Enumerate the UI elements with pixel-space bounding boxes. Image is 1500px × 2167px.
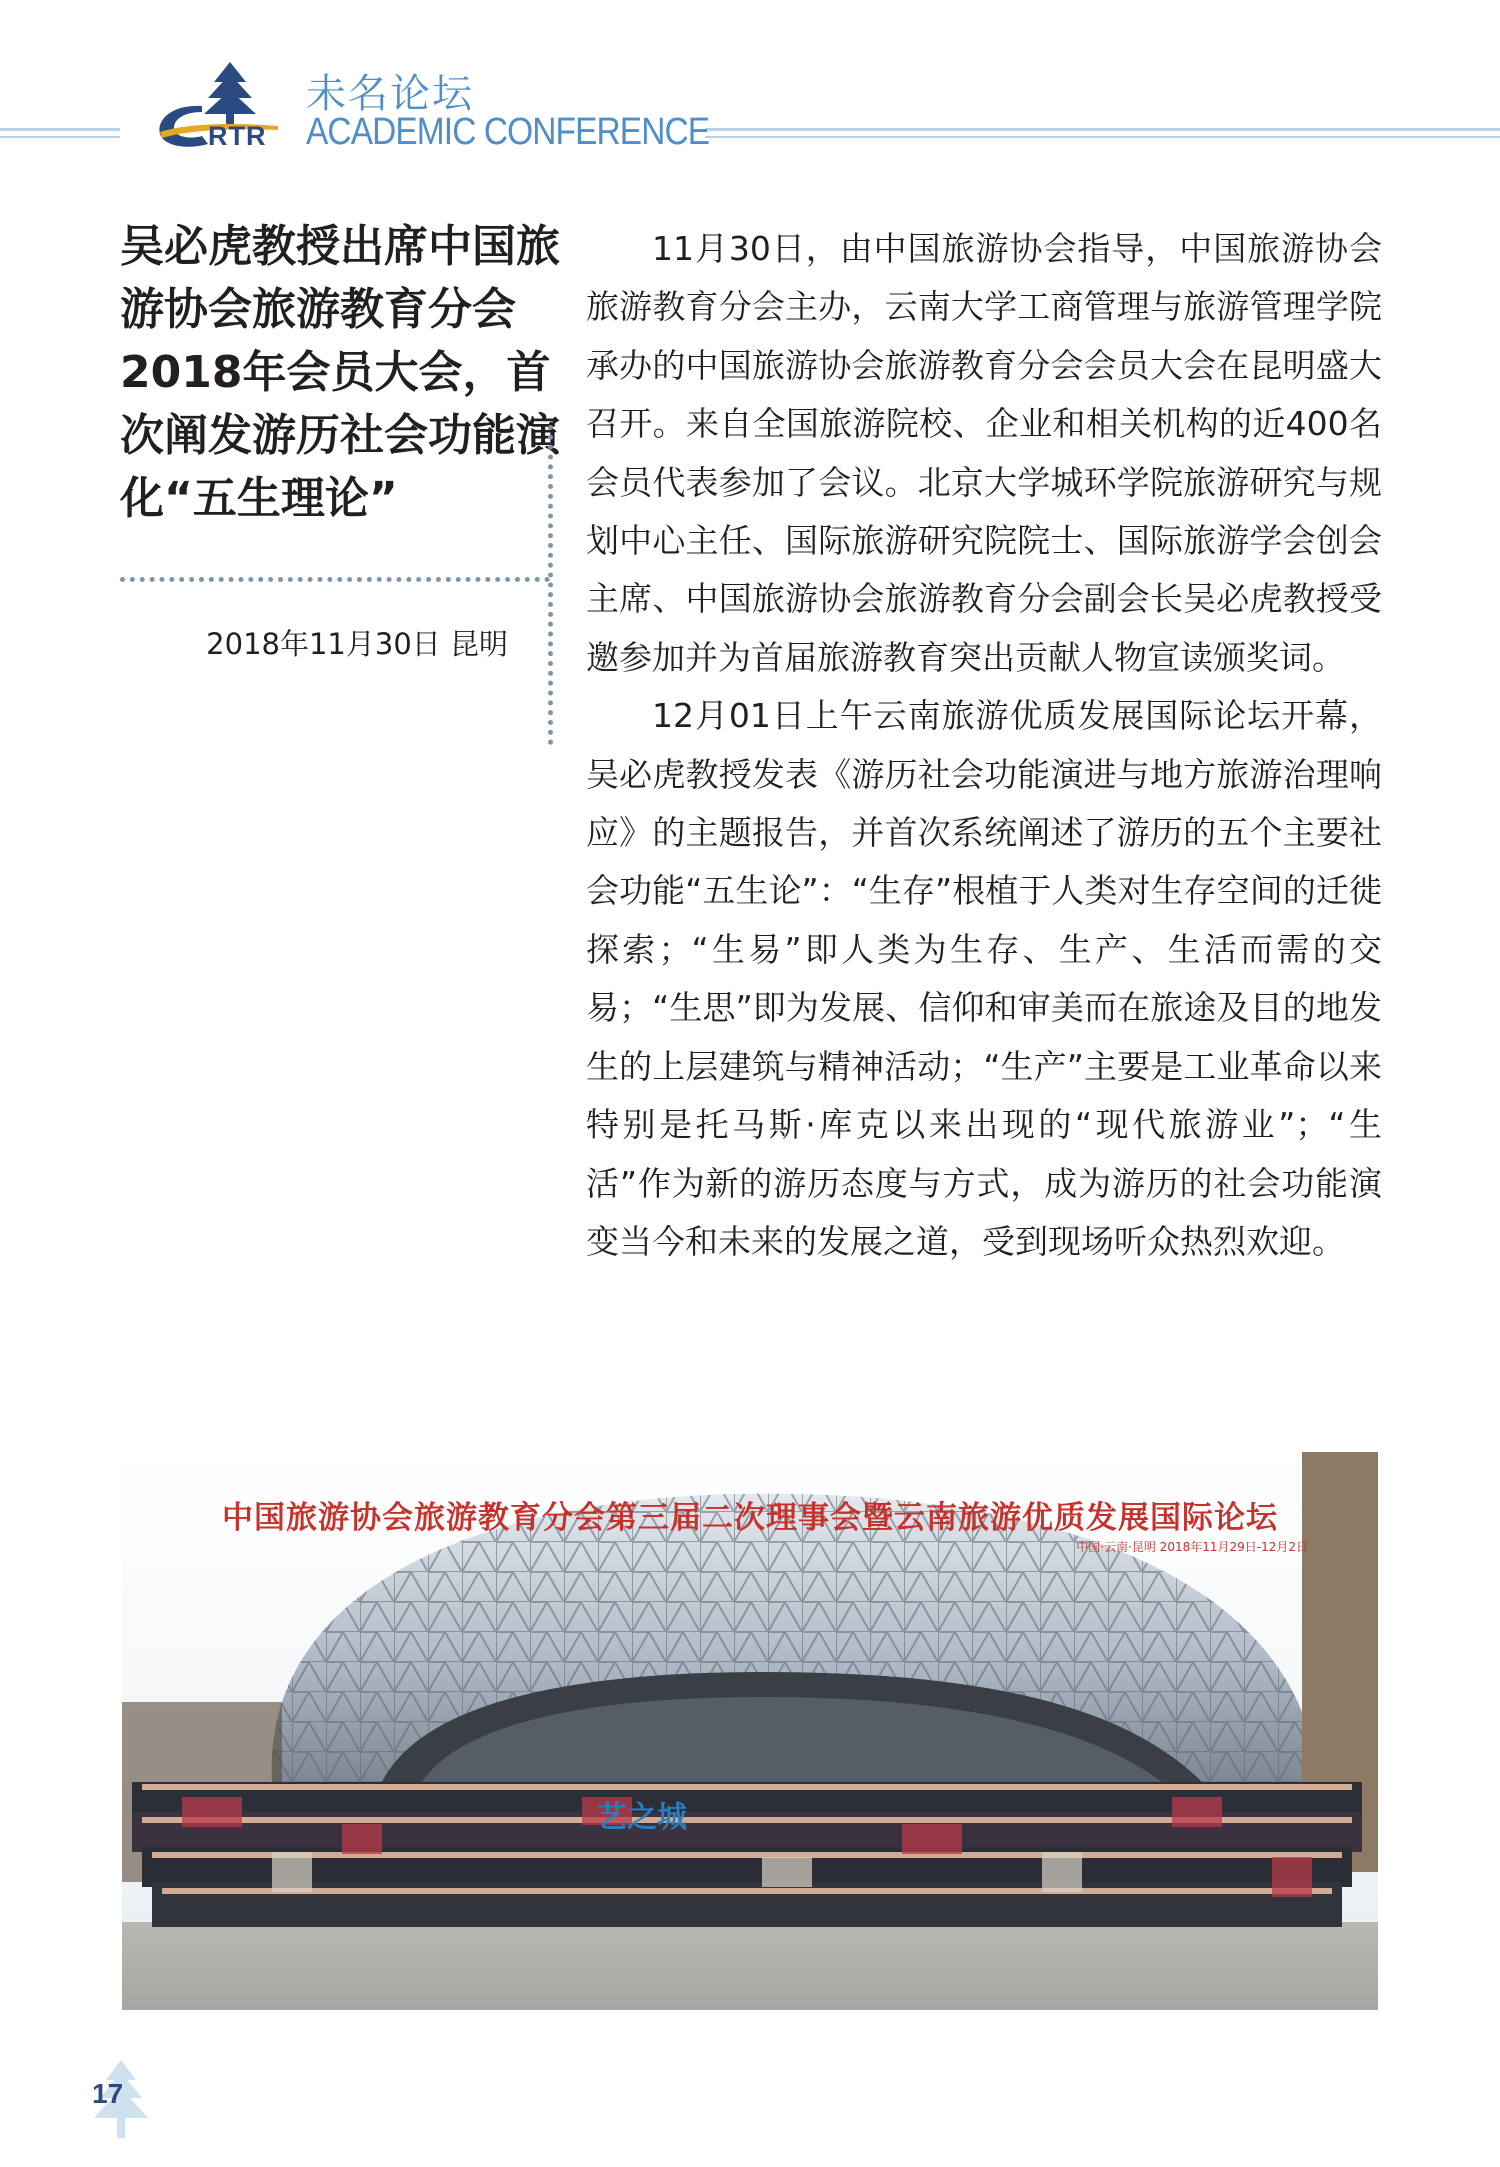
article-title: 吴必虎教授出席中国旅游协会旅游教育分会2018年会员大会，首次阐发游历社会功能演化“五生理论” — [120, 221, 560, 524]
body-paragraph: 11月30日，由中国旅游协会指导，中国旅游协会旅游教育分会主办，云南大学工商管理与旅游管理学院承办的中国旅游协会旅游教育分会会员大会在昆明盛大召开。来自全国旅游院校、企业和相关机构的近400名会员代表参加了会议。北京大学城环学院旅游研究与规划中心主任、国际旅游研究院院士、国际旅游学会创会主席、中国旅游协会旅游教育分会副会长吴必虎教授受邀参加并为首届旅游教育突出贡献人物宣读颁奖词。 — [586, 229, 1382, 677]
group-photo — [122, 1452, 1378, 2010]
article-body — [586, 220, 1382, 1271]
title-divider — [120, 577, 550, 582]
page-number: 17 — [92, 2078, 124, 2109]
column-divider — [548, 425, 553, 745]
header-title-en: ACADEMIC CONFERENCE — [306, 111, 710, 153]
photo-banner: 中国旅游协会旅游教育分会第三届二次理事会暨云南旅游优质发展国际论坛 — [222, 1500, 1278, 1536]
header-title-cn: 未名论坛 — [306, 71, 474, 117]
body-paragraph: 12月01日上午云南旅游优质发展国际论坛开幕，吴必虎教授发表《游历社会功能演进与地方旅游治理响应》的主题报告，并首次系统阐述了游历的五个主要社会功能“五生论”：“生存”根植于人类对生存空间的迁徙探索；“生易”即人类为生存、生产、生活而需的交易；“生思”即为发展、信仰和审美而在旅途及目的地发生的上层建筑与精神活动；“生产”主要是工业革命以来特别是托马斯·库克以来出现的“现代旅游业”；“生活”作为新的游历态度与方式，成为游历的社会功能演变当今和未来的发展之道，受到现场听众热烈欢迎。 — [586, 696, 1382, 1261]
header-line-right-bottom — [705, 136, 1500, 138]
photo-sign: 艺之城 — [597, 1800, 687, 1835]
header-line-left-bottom — [0, 136, 120, 138]
header-line-left-top — [0, 128, 120, 131]
logo-text: RTR — [208, 121, 267, 151]
article-date: 2018年11月30日 昆明 — [206, 627, 508, 661]
tree-rtr-logo-icon — [150, 60, 285, 150]
photo-subtitle: 中国·云南·昆明 2018年11月29日-12月2日 — [1076, 1540, 1308, 1554]
header-line-right-top — [705, 128, 1500, 131]
